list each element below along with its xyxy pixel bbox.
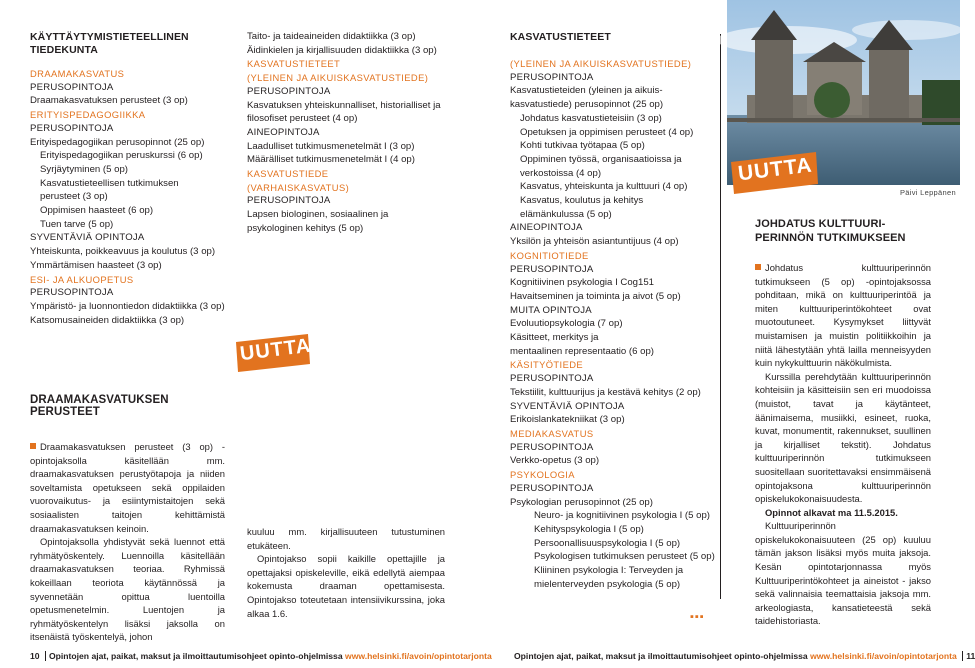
level-heading: AINEOPINTOJA	[247, 126, 320, 138]
subject-heading: KOGNITIOTIEDE	[510, 249, 589, 261]
course-item: Käsitteet, merkitys ja	[510, 332, 599, 344]
subject-heading: (VARHAISKASVATUS)	[247, 181, 350, 193]
course-item: Katsomusaineiden didaktiikka (3 op)	[30, 314, 185, 326]
draama-section	[30, 394, 225, 644]
course-item: Kognitiivinen psykologia I Cog151	[510, 277, 654, 289]
subject-heading: KASVATUSTIETEET	[247, 58, 341, 70]
column-title: KASVATUSTIETEET	[510, 31, 611, 43]
course-item: Kasvatustieteellisen tutkimuksen	[40, 177, 179, 189]
paragraph: Opinnot alkavat ma 11.5.2015.	[765, 506, 898, 518]
subject-heading: (YLEINEN JA AIKUISKASVATUSTIEDE)	[247, 72, 429, 84]
course-item: Äidinkielen ja kirjallisuuden didaktiikka (3 op)	[247, 44, 437, 56]
course-item: Kasvatustieteiden (yleinen ja aikuis-	[510, 85, 663, 97]
section-body	[247, 525, 445, 620]
course-item: Persoonallisuuspsykologia I (5 op)	[534, 537, 681, 549]
column-divider	[720, 34, 721, 599]
paragraph: Opintojakso sopii kaikille opettajille ja opettajaksi opiskeleville, eikä edellytä aiempaa kokemusta draaman opettamisesta. Opintojakso toteutetaan intensiivikurssina, joka alkaa 1.6.	[247, 553, 445, 619]
level-heading: PERUSOPINTOJA	[510, 71, 594, 83]
new-badge: UUTTA	[728, 150, 820, 196]
course-item: Kasvatuksen yhteiskunnalliset, historialliset ja	[247, 99, 441, 111]
course-item: Syrjäytyminen (5 op)	[40, 163, 128, 175]
level-heading: MUITA OPINTOJA	[510, 304, 592, 316]
course-item: psykologinen kehitys (5 op)	[247, 222, 364, 234]
course-item: Oppimisen haasteet (6 op)	[40, 205, 154, 217]
level-heading: PERUSOPINTOJA	[510, 482, 594, 494]
subject-heading: ESI- JA ALKUOPETUS	[30, 273, 134, 285]
course-item: filosofiset perusteet (4 op)	[247, 113, 358, 125]
section-heading: DRAAMAKASVATUKSEN PERUSTEET	[30, 394, 169, 418]
subject-heading: MEDIAKASVATUS	[510, 427, 594, 439]
course-item: Oppiminen työssä, organisaatioissa ja	[520, 153, 682, 165]
photo-credit: Päivi Leppänen	[900, 188, 956, 197]
course-item: Kehityspsykologia I (5 op)	[534, 523, 644, 535]
course-item: Opetuksen ja oppimisen perusteet (4 op)	[520, 126, 694, 138]
paragraph: Draamakasvatuksen perusteet (3 op) -opintojaksolla käsitellään mm. draamakasvatuksen perustyötapoja ja niiden soveltamista opetukseen sekä oppilaiden vuorovaikutus- ja esiintymistaitojen sekä sosiaalisten taitojen kehittämistä draamakasvatuksen keinoin.	[30, 441, 225, 534]
level-heading: PERUSOPINTOJA	[247, 85, 331, 97]
level-heading: PERUSOPINTOJA	[30, 81, 114, 93]
column-1	[30, 31, 235, 327]
course-item: Kliininen psykologia I: Terveyden ja	[534, 565, 684, 577]
course-list	[30, 67, 235, 327]
course-item: Havaitseminen ja toiminta ja aivot (5 op)	[510, 290, 681, 302]
subject-heading: (YLEINEN JA AIKUISKASVATUSTIEDE)	[510, 58, 692, 69]
course-item: Psykologisen tutkimuksen perusteet (5 op)	[534, 551, 715, 563]
course-item: Kasvatus, yhteiskunta ja kulttuuri (4 op)	[520, 181, 688, 193]
level-heading: AINEOPINTOJA	[510, 222, 583, 234]
course-item: Verkko-opetus (3 op)	[510, 455, 600, 467]
footer-right: Opintojen ajat, paikat, maksut ja ilmoittautumisohjeet opinto-ohjelmissa www.helsinki.fi/avoin/opintotarjonta 11	[514, 651, 975, 661]
level-heading: PERUSOPINTOJA	[30, 287, 114, 299]
course-item: elämänkulussa (5 op)	[520, 208, 612, 220]
course-item: Johdatus kasvatustieteisiin (3 op)	[520, 112, 662, 124]
course-list	[247, 30, 462, 236]
more-dots: ▪▪▪	[690, 611, 705, 623]
course-item: Neuro- ja kognitiivinen psykologia I (5 op)	[534, 510, 710, 522]
level-heading: PERUSOPINTOJA	[510, 263, 594, 275]
footer-left: 10 Opintojen ajat, paikat, maksut ja ilmoittautumisohjeet opinto-ohjelmissa www.helsinki.fi/avoin/opintotarjonta	[30, 651, 492, 661]
paragraph: kuuluu mm. kirjallisuuteen tutustuminen etukäteen.	[247, 526, 445, 551]
column-4	[755, 217, 931, 628]
course-item: Psykologian perusopinnot (25 op)	[510, 496, 653, 508]
course-item: verkostoissa (4 op)	[520, 167, 602, 179]
course-item: Määrälliset tutkimusmenetelmät I (4 op)	[247, 154, 415, 166]
level-heading: SYVENTÄVIÄ OPINTOJA	[30, 232, 145, 244]
subject-heading: ERITYISPEDAGOGIIKKA	[30, 109, 146, 121]
square-bullet-icon	[30, 443, 36, 449]
paragraph: Opintojaksolla yhdistyvät sekä luennot että ryhmätyöskentely. Luennoilla käsitellään draamakasvatuksen teoriaa. Ryhmissä kokeillaan teoriota käytännössä ja syvennetään opittua luentoilla opetusmenetelmin. Luentojen ja ryhmätyöskentelyn lisäksi jaksolla on itsenäistä työskentelyä, johon	[30, 536, 225, 643]
footer-link[interactable]: www.helsinki.fi/avoin/opintotarjonta	[345, 651, 492, 661]
course-item: perusteet (3 op)	[40, 191, 108, 203]
faculty-title: KÄYTTÄYTYMISTIETEELLINEN TIEDEKUNTA	[30, 31, 189, 56]
course-item: Erityispedagogiikan perusopinnot (25 op)	[30, 136, 205, 148]
course-item: Tuen tarve (5 op)	[40, 218, 114, 230]
subject-heading: KASVATUSTIEDE	[247, 168, 329, 180]
course-item: kasvatustiede) perusopinnot (25 op)	[510, 99, 664, 111]
course-item: Kasvatus, koulutus ja kehitys	[520, 195, 644, 207]
paragraph: Kurssilla perehdytään kulttuuriperinnön kohteisiin ja käsitteisiin sen eri muodoissa (muistot, tavat ja käytänteet, äänimaisema, musiikki, esineet, ruoka, kuvat, monumentit, rakennukset, suullinen ja kirjalliset tekstit). Johdatus kulttuuriperinnön tutkimukseen suositellaan suoritettavaksi ensimmäisenä opintojaksona kulttuuriperinnön opiskelukokonaisuudesta.	[755, 370, 931, 505]
course-item: Draamakasvatuksen perusteet (3 op)	[30, 95, 188, 107]
new-badge: UUTTA	[232, 332, 312, 374]
column-3	[510, 31, 720, 591]
course-item: Ymmärtämisen haasteet (3 op)	[30, 259, 162, 271]
paragraph: Kulttuuriperinnön opiskelukokonaisuuteen (25 op) kuuluu tämän jakson lisäksi myös muita jaksoja. Kesän opintotarjonnassa myös Kulttuuriperintökohteet ja aineistot - jakso sekä valinnaisia teemattaisia jaksoja mm. arkeologiasta, kansatieteestä sekä taidehistoriasta.	[755, 520, 931, 627]
course-item: Laadulliset tutkimusmenetelmät I (3 op)	[247, 140, 415, 152]
course-item: Taito- ja taideaineiden didaktiikka (3 op)	[247, 31, 416, 42]
level-heading: PERUSOPINTOJA	[510, 441, 594, 453]
section-body	[755, 261, 931, 628]
level-heading: PERUSOPINTOJA	[247, 195, 331, 207]
level-heading: SYVENTÄVIÄ OPINTOJA	[510, 400, 625, 412]
subject-heading: DRAAMAKASVATUS	[30, 68, 125, 79]
course-item: Evoluutiopsykologia (7 op)	[510, 318, 623, 330]
course-item: Yksilön ja yhteisön asiantuntijuus (4 op)	[510, 236, 679, 248]
level-heading: PERUSOPINTOJA	[510, 373, 594, 385]
section-body	[30, 440, 225, 644]
course-item: Lapsen biologinen, sosiaalinen ja	[247, 209, 389, 221]
course-item: mielenterveyden psykologia (5 op)	[534, 578, 681, 590]
course-item: Erityispedagogiikan peruskurssi (6 op)	[40, 150, 203, 162]
course-item: Erikoislankatekniikat (3 op)	[510, 414, 625, 426]
paragraph: Johdatus kulttuuriperinnön tutkimukseen (5 op) -opintojaksossa pohditaan, mikä on kulttuuriperintöä ja miten kulttuuriperintökohteet ovat muotoutuneet. Kysymykset liittyvät muistamisen ja muistin politiikkoihin ja niitä lähestytään yhtä lailla menneisyyden kuin nykykulttuurin näkökulmista.	[755, 262, 931, 369]
level-heading: PERUSOPINTOJA	[30, 122, 114, 134]
subject-heading: KÄSITYÖTIEDE	[510, 359, 584, 371]
course-item: Ympäristö- ja luonnontiedon didaktiikka (3 op)	[30, 300, 225, 312]
course-item: Yhteiskunta, poikkeavuus ja koulutus (3 op)	[30, 246, 216, 258]
column-2	[247, 30, 462, 236]
column-2-body	[247, 525, 445, 620]
course-item: Tekstiilit, kulttuurijus ja kestävä kehitys (2 op)	[510, 386, 701, 398]
footer-link[interactable]: www.helsinki.fi/avoin/opintotarjonta	[810, 651, 957, 661]
square-bullet-icon	[755, 264, 761, 270]
course-item: mentaalinen representaatio (6 op)	[510, 345, 654, 357]
course-item: Kohti tutkivaa työtapaa (5 op)	[520, 140, 645, 152]
section-heading: JOHDATUS KULTTUURI- PERINNÖN TUTKIMUKSEEN	[755, 218, 906, 244]
course-list	[510, 57, 720, 591]
subject-heading: PSYKOLOGIA	[510, 469, 575, 481]
